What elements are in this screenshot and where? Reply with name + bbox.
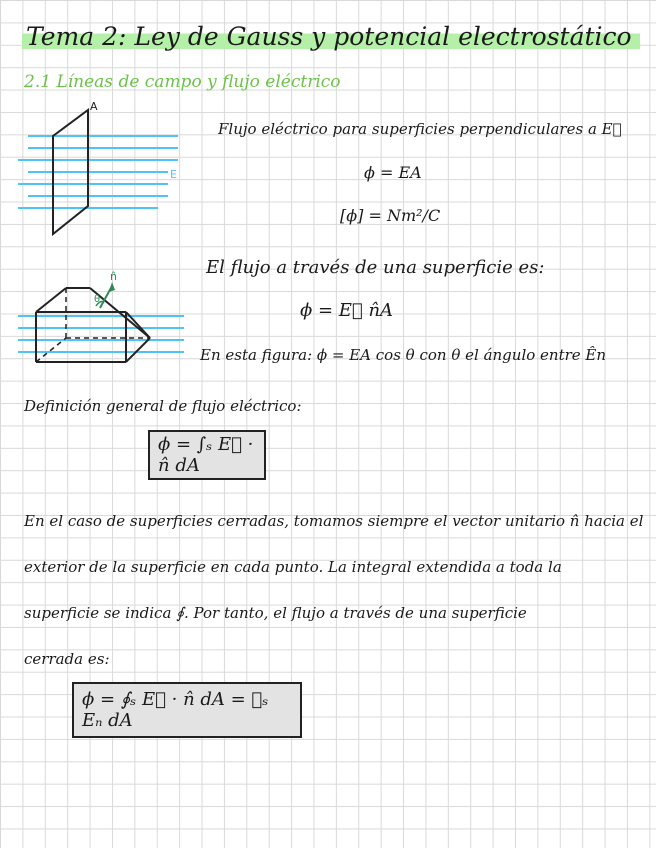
general-heading: Definición general de flujo eléctrico: xyxy=(24,397,302,415)
general-formula: ϕ = ∫ₛ E⃗ · n̂ dA xyxy=(158,434,254,476)
closed-text-line-2: exterior de la superficie en cada punto. La integral extendida a toda la xyxy=(24,558,562,576)
closed-text-line-3: superficie se indica ∮. Por tanto, el flujo a través de una superficie xyxy=(24,604,527,622)
closed-formula: ϕ = ∮ₛ E⃗ · n̂ dA = ∮ₛ Eₙ dA xyxy=(82,689,269,731)
flux-surface-heading: El flujo a través de una superficie es: xyxy=(206,257,545,278)
figure1-field-label: E xyxy=(170,168,177,181)
page-title: Tema 2: Ley de Gauss y potencial electrostático xyxy=(22,20,640,54)
figure-inclined-surface xyxy=(14,268,194,378)
figure1-point-label: A xyxy=(90,100,98,113)
figure-perpendicular-surface xyxy=(8,96,198,246)
perp-heading: Flujo eléctrico para superficies perpendiculares a E⃗ xyxy=(218,120,622,138)
closed-formula-box xyxy=(72,682,302,738)
perp-formula: ϕ = EA xyxy=(364,163,422,182)
perp-units: [ϕ] = Nm²/C xyxy=(340,206,441,225)
flux-surface-note: En esta figura: ϕ = EA cos θ con θ el ángulo entre Ên xyxy=(200,346,607,364)
figure2-angle-label: θ xyxy=(94,294,101,305)
closed-text-line-1: En el caso de superficies cerradas, tomamos siempre el vector unitario n̂ hacia el xyxy=(24,512,644,530)
closed-text-line-4: cerrada es: xyxy=(24,650,110,668)
figure2-normal-label: n̂ xyxy=(110,270,117,283)
general-formula-box xyxy=(148,430,266,480)
section-subtitle: 2.1 Líneas de campo y flujo eléctrico xyxy=(24,72,341,92)
flux-surface-formula: ϕ = E⃗ n̂A xyxy=(300,300,394,321)
